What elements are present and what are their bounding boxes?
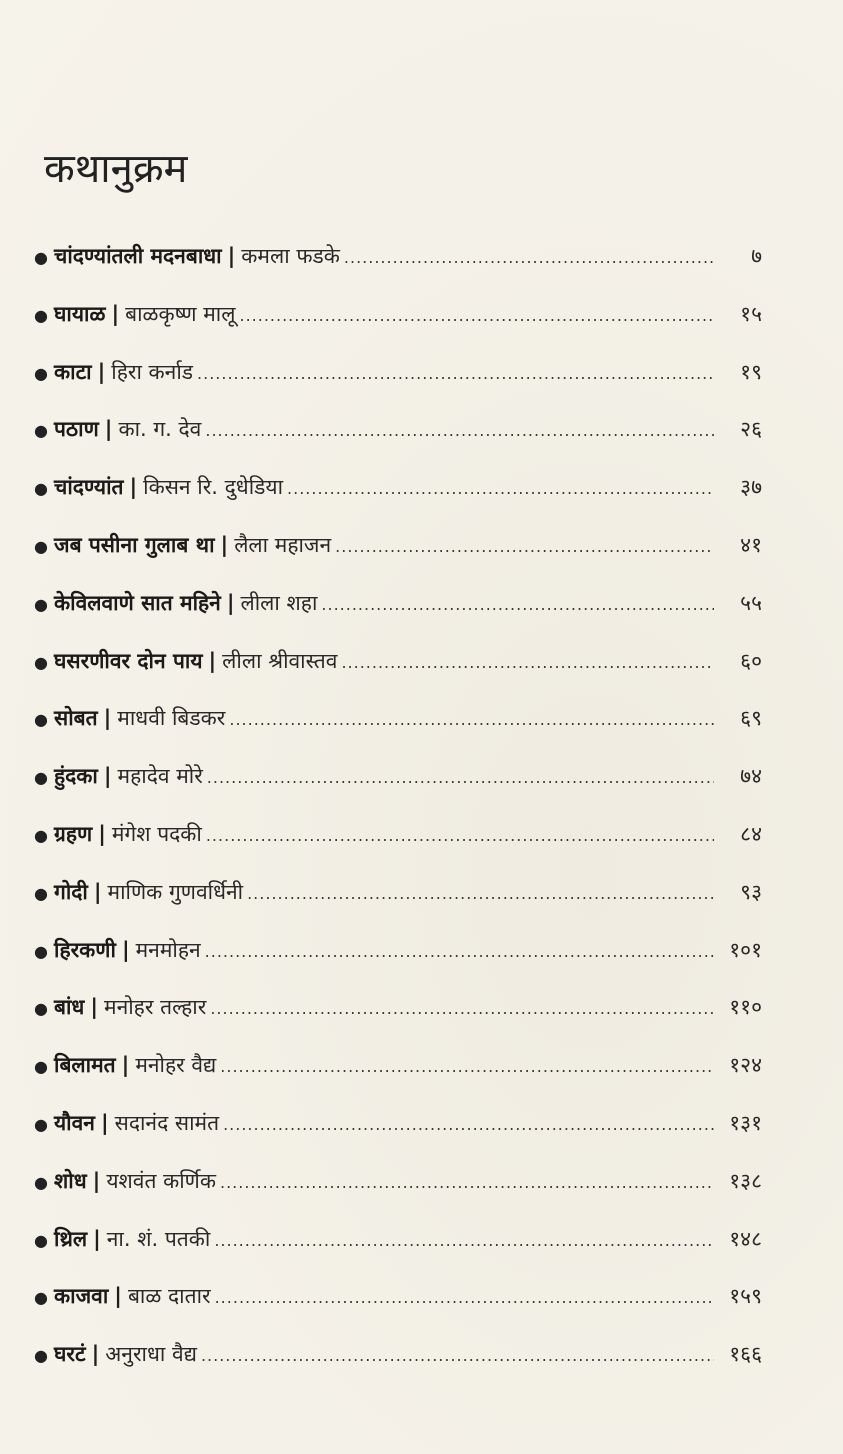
toc-entry xyxy=(34,928,762,986)
separator: | xyxy=(92,1168,101,1193)
story-title: हिरकणी xyxy=(54,937,116,962)
dot-leader xyxy=(210,987,714,1031)
separator: | xyxy=(91,1342,100,1367)
author-name: का. ग. देव xyxy=(118,417,202,442)
toc-entry xyxy=(34,696,762,754)
bullet-icon: ● xyxy=(34,941,48,961)
bullet-icon: ● xyxy=(34,1114,48,1134)
story-title: घायाळ xyxy=(54,301,106,326)
separator: | xyxy=(129,475,138,500)
separator: | xyxy=(93,879,102,904)
story-title: जब पसीना गुलाब था xyxy=(54,532,215,557)
author-name: ना. शं. पतकी xyxy=(106,1226,211,1251)
bullet-icon: ● xyxy=(34,363,48,383)
page-number: ११० xyxy=(729,995,762,1020)
page-number: ७ xyxy=(751,244,762,268)
dot-leader xyxy=(287,467,714,511)
toc-entry xyxy=(34,292,762,350)
page-number: १३८ xyxy=(729,1168,762,1193)
page-number: २६ xyxy=(740,417,762,442)
separator: | xyxy=(90,995,99,1020)
dot-leader xyxy=(341,641,714,685)
page-number: १०१ xyxy=(729,937,762,962)
separator: | xyxy=(100,1110,109,1135)
story-title: गोदी xyxy=(54,879,88,904)
author-name: महादेव मोरे xyxy=(117,764,203,789)
dot-leader xyxy=(214,1219,714,1263)
bullet-icon: ● xyxy=(34,768,48,788)
toc-entry xyxy=(34,870,762,928)
story-title: केविलवाणे सात महिने xyxy=(54,590,221,615)
page-number: १४८ xyxy=(729,1226,762,1251)
separator: | xyxy=(97,359,106,384)
separator: | xyxy=(111,301,120,326)
dot-leader xyxy=(220,1045,714,1089)
story-title: शोध xyxy=(54,1168,87,1193)
page-number: १५९ xyxy=(729,1284,762,1309)
bullet-icon: ● xyxy=(34,594,48,614)
story-title: काटा xyxy=(54,359,92,384)
bullet-icon: ● xyxy=(34,1172,48,1192)
story-title: घरटं xyxy=(54,1342,86,1367)
page-number: १३१ xyxy=(729,1110,762,1135)
story-title: बांध xyxy=(54,995,85,1020)
toc-entry xyxy=(34,1159,762,1217)
bullet-icon: ● xyxy=(34,710,48,730)
story-title: घसरणीवर दोन पाय xyxy=(54,648,203,673)
author-name: मनोहर तल्हार xyxy=(104,995,207,1020)
page-number: ९३ xyxy=(740,879,762,904)
bullet-icon: ● xyxy=(34,536,48,556)
dot-leader xyxy=(206,814,714,858)
author-name: मनोहर वैद्य xyxy=(135,1053,217,1078)
author-name: सदानंद सामंत xyxy=(114,1110,220,1135)
separator: | xyxy=(121,1053,130,1078)
toc-entry xyxy=(34,350,762,408)
dot-leader xyxy=(344,236,714,280)
page-number: ६० xyxy=(740,648,762,673)
story-title: बिलामत xyxy=(54,1053,116,1078)
story-title: यौवन xyxy=(54,1110,95,1135)
author-name: मंगेश पदकी xyxy=(111,821,202,846)
separator: | xyxy=(121,937,130,962)
author-name: बाळ दातार xyxy=(127,1284,211,1309)
page-number: १५ xyxy=(740,301,762,326)
toc-entry xyxy=(34,407,762,465)
story-title: सोबत xyxy=(54,706,98,731)
separator: | xyxy=(103,706,112,731)
bullet-icon: ● xyxy=(34,479,48,499)
toc-entry xyxy=(34,754,762,812)
story-title: चांदण्यांतली मदनबाधा xyxy=(54,244,222,268)
dot-leader xyxy=(335,525,714,569)
dot-leader xyxy=(321,583,714,627)
author-name: मनमोहन xyxy=(135,937,201,962)
toc-entry xyxy=(34,1043,762,1101)
bullet-icon: ● xyxy=(34,1230,48,1250)
page-number: ५५ xyxy=(740,590,762,615)
author-name: बाळकृष्ण मालू xyxy=(125,301,236,326)
page-number: ६९ xyxy=(740,706,762,731)
story-title: थ्रिल xyxy=(54,1226,88,1251)
toc-entry xyxy=(34,465,762,523)
dot-leader xyxy=(223,1103,714,1147)
page-number: १२४ xyxy=(729,1053,762,1078)
toc-entry xyxy=(34,639,762,697)
author-name: लैला महाजन xyxy=(234,532,332,557)
toc-entry xyxy=(34,1332,762,1390)
toc-entry xyxy=(34,234,762,292)
page-title: कथानुक्रम xyxy=(44,145,188,192)
bullet-icon: ● xyxy=(34,1288,48,1308)
bullet-icon: ● xyxy=(34,999,48,1019)
toc-entry xyxy=(34,985,762,1043)
bullet-icon: ● xyxy=(34,825,48,845)
page-number: ४१ xyxy=(740,532,762,557)
page-number: ८४ xyxy=(740,821,762,846)
bullet-icon: ● xyxy=(34,652,48,672)
page-number: ७४ xyxy=(740,764,762,789)
dot-leader xyxy=(215,1276,714,1320)
dot-leader xyxy=(207,756,714,800)
author-name: माणिक गुणवर्धिनी xyxy=(107,879,244,904)
bullet-icon: ● xyxy=(34,305,48,325)
separator: | xyxy=(220,532,229,557)
story-title: काजवा xyxy=(54,1284,109,1309)
author-name: यशवंत कर्णिक xyxy=(106,1168,216,1193)
author-name: हिरा कर्नाड xyxy=(111,359,194,384)
author-name: लीला शहा xyxy=(240,590,318,615)
toc-entry xyxy=(34,1101,762,1159)
author-name: अनुराधा वैद्य xyxy=(105,1342,197,1367)
toc-entry xyxy=(34,812,762,870)
author-name: किसन रि. दुधेडिया xyxy=(143,475,284,500)
author-name: कमला फडके xyxy=(241,244,340,268)
separator: | xyxy=(227,244,236,268)
author-name: माधवी बिडकर xyxy=(117,706,226,731)
dot-leader xyxy=(197,352,714,396)
separator: | xyxy=(208,648,217,673)
dot-leader xyxy=(247,872,714,916)
bullet-icon: ● xyxy=(34,883,48,903)
dot-leader xyxy=(229,698,714,742)
bullet-icon: ● xyxy=(34,1346,48,1366)
separator: | xyxy=(103,764,112,789)
page-number: १९ xyxy=(740,359,762,384)
toc-entry xyxy=(34,523,762,581)
bullet-icon: ● xyxy=(34,421,48,441)
dot-leader xyxy=(205,409,714,453)
author-name: लीला श्रीवास्तव xyxy=(222,648,338,673)
story-title: ग्रहण xyxy=(54,821,93,846)
separator: | xyxy=(98,821,106,846)
table-of-contents xyxy=(34,234,762,1390)
dot-leader xyxy=(220,1161,714,1205)
toc-entry xyxy=(34,1274,762,1332)
separator: | xyxy=(114,1284,122,1309)
page-number: १६६ xyxy=(729,1342,762,1367)
story-title: पठाण xyxy=(54,417,99,442)
dot-leader xyxy=(205,930,714,974)
dot-leader xyxy=(201,1334,714,1378)
dot-leader xyxy=(239,294,714,338)
toc-entry xyxy=(34,1217,762,1275)
separator: | xyxy=(93,1226,101,1251)
toc-entry xyxy=(34,581,762,639)
separator: | xyxy=(104,417,113,442)
page-number: ३७ xyxy=(740,475,762,500)
bullet-icon: ● xyxy=(34,1057,48,1077)
story-title: चांदण्यांत xyxy=(54,475,124,500)
bullet-icon: ● xyxy=(34,248,48,267)
separator: | xyxy=(226,590,235,615)
story-title: हुंदका xyxy=(54,764,98,789)
